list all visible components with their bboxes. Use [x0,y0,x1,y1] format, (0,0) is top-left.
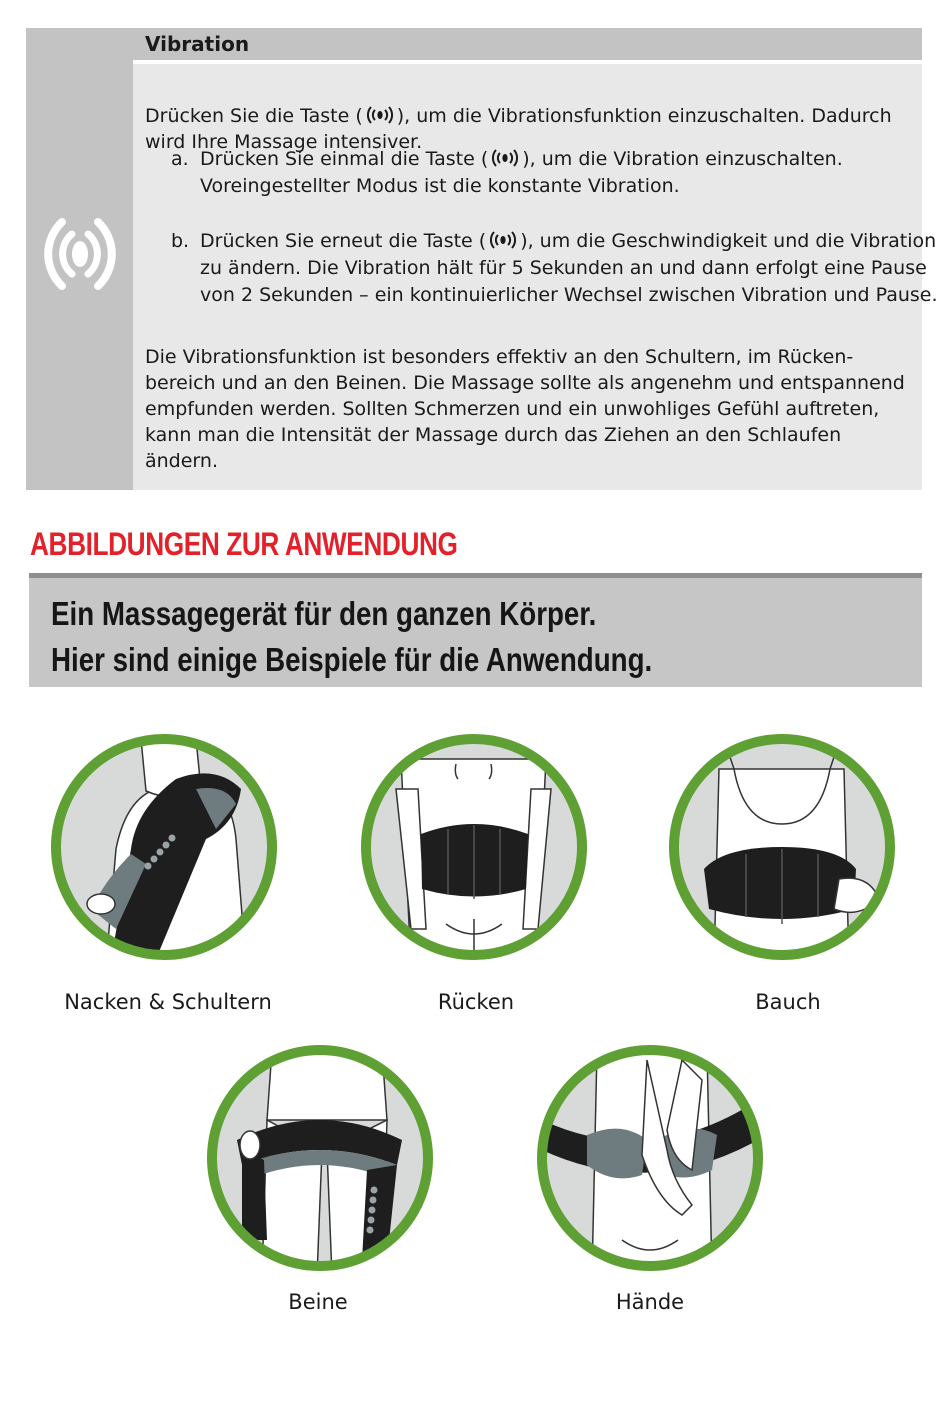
intro-text-after: ), um die Vibrationsfunktion einzuschalten. Dadurch wird Ihre Massage intensiver. [145,105,892,153]
list-marker: b. [171,230,190,252]
item-text-after: ), um die Geschwindigkeit und die Vibration zu ändern. Die Vibration hält für 5 Sekunden an und dann erfolgt eine Pause von 2 Sekunden – ein kontinuierlicher Wechsel zwischen Vibration und Pause. [200,230,938,306]
belly-illustration [664,729,900,965]
list-item-text [200,228,945,309]
item-text-after: ), um die Vibration einzuschalten. Voreingestellter Modus ist die konstante Vibration. [200,148,843,197]
hands-illustration [532,1040,768,1276]
intro-band [29,573,922,687]
item-text-before: Drücken Sie einmal die Taste ( [200,148,489,170]
item-text-before: Drücken Sie erneut die Taste ( [200,230,487,252]
vibration-icon [488,148,522,168]
back-illustration [356,729,592,965]
intro-text-before: Drücken Sie die Taste ( [145,105,363,127]
vibration-icon-column [26,28,133,490]
list-marker: a. [171,148,189,170]
vibration-header [133,28,922,60]
vibration-outro: Die Vibrationsfunktion ist besonders effektiv an den Schultern, im Rücken-bereich und an den Beinen. Die Massage sollte als angenehm und entspannend empfunden werden. Sollten Schmerzen und ein unwohliges Gefühl auftreten, kann man die Intensität der Massage durch das Ziehen an den Schlaufen ändern. [145,346,905,472]
illustration-label: Nacken & Schultern [64,990,272,1014]
illustration-label: Rücken [437,990,515,1014]
vibration-icon [36,214,124,294]
vibration-icon [363,105,397,125]
band-line-2: Hier sind einige Beispiele für die Anwendung. [51,641,653,678]
vibration-icon [486,230,520,250]
legs-illustration [202,1040,438,1276]
band-line-1: Ein Massagegerät für den ganzen Körper. [51,595,597,632]
neck-shoulders-illustration [46,729,282,965]
vibration-table [26,28,938,490]
vibration-title: Vibration [145,32,250,56]
illustration-label: Beine [288,1290,348,1314]
illustration-label: Hände [615,1290,685,1314]
illustration-label: Bauch [755,990,821,1014]
list-item-text [200,146,945,200]
section-heading: ABBILDUNGEN ZUR ANWENDUNG [30,526,458,562]
